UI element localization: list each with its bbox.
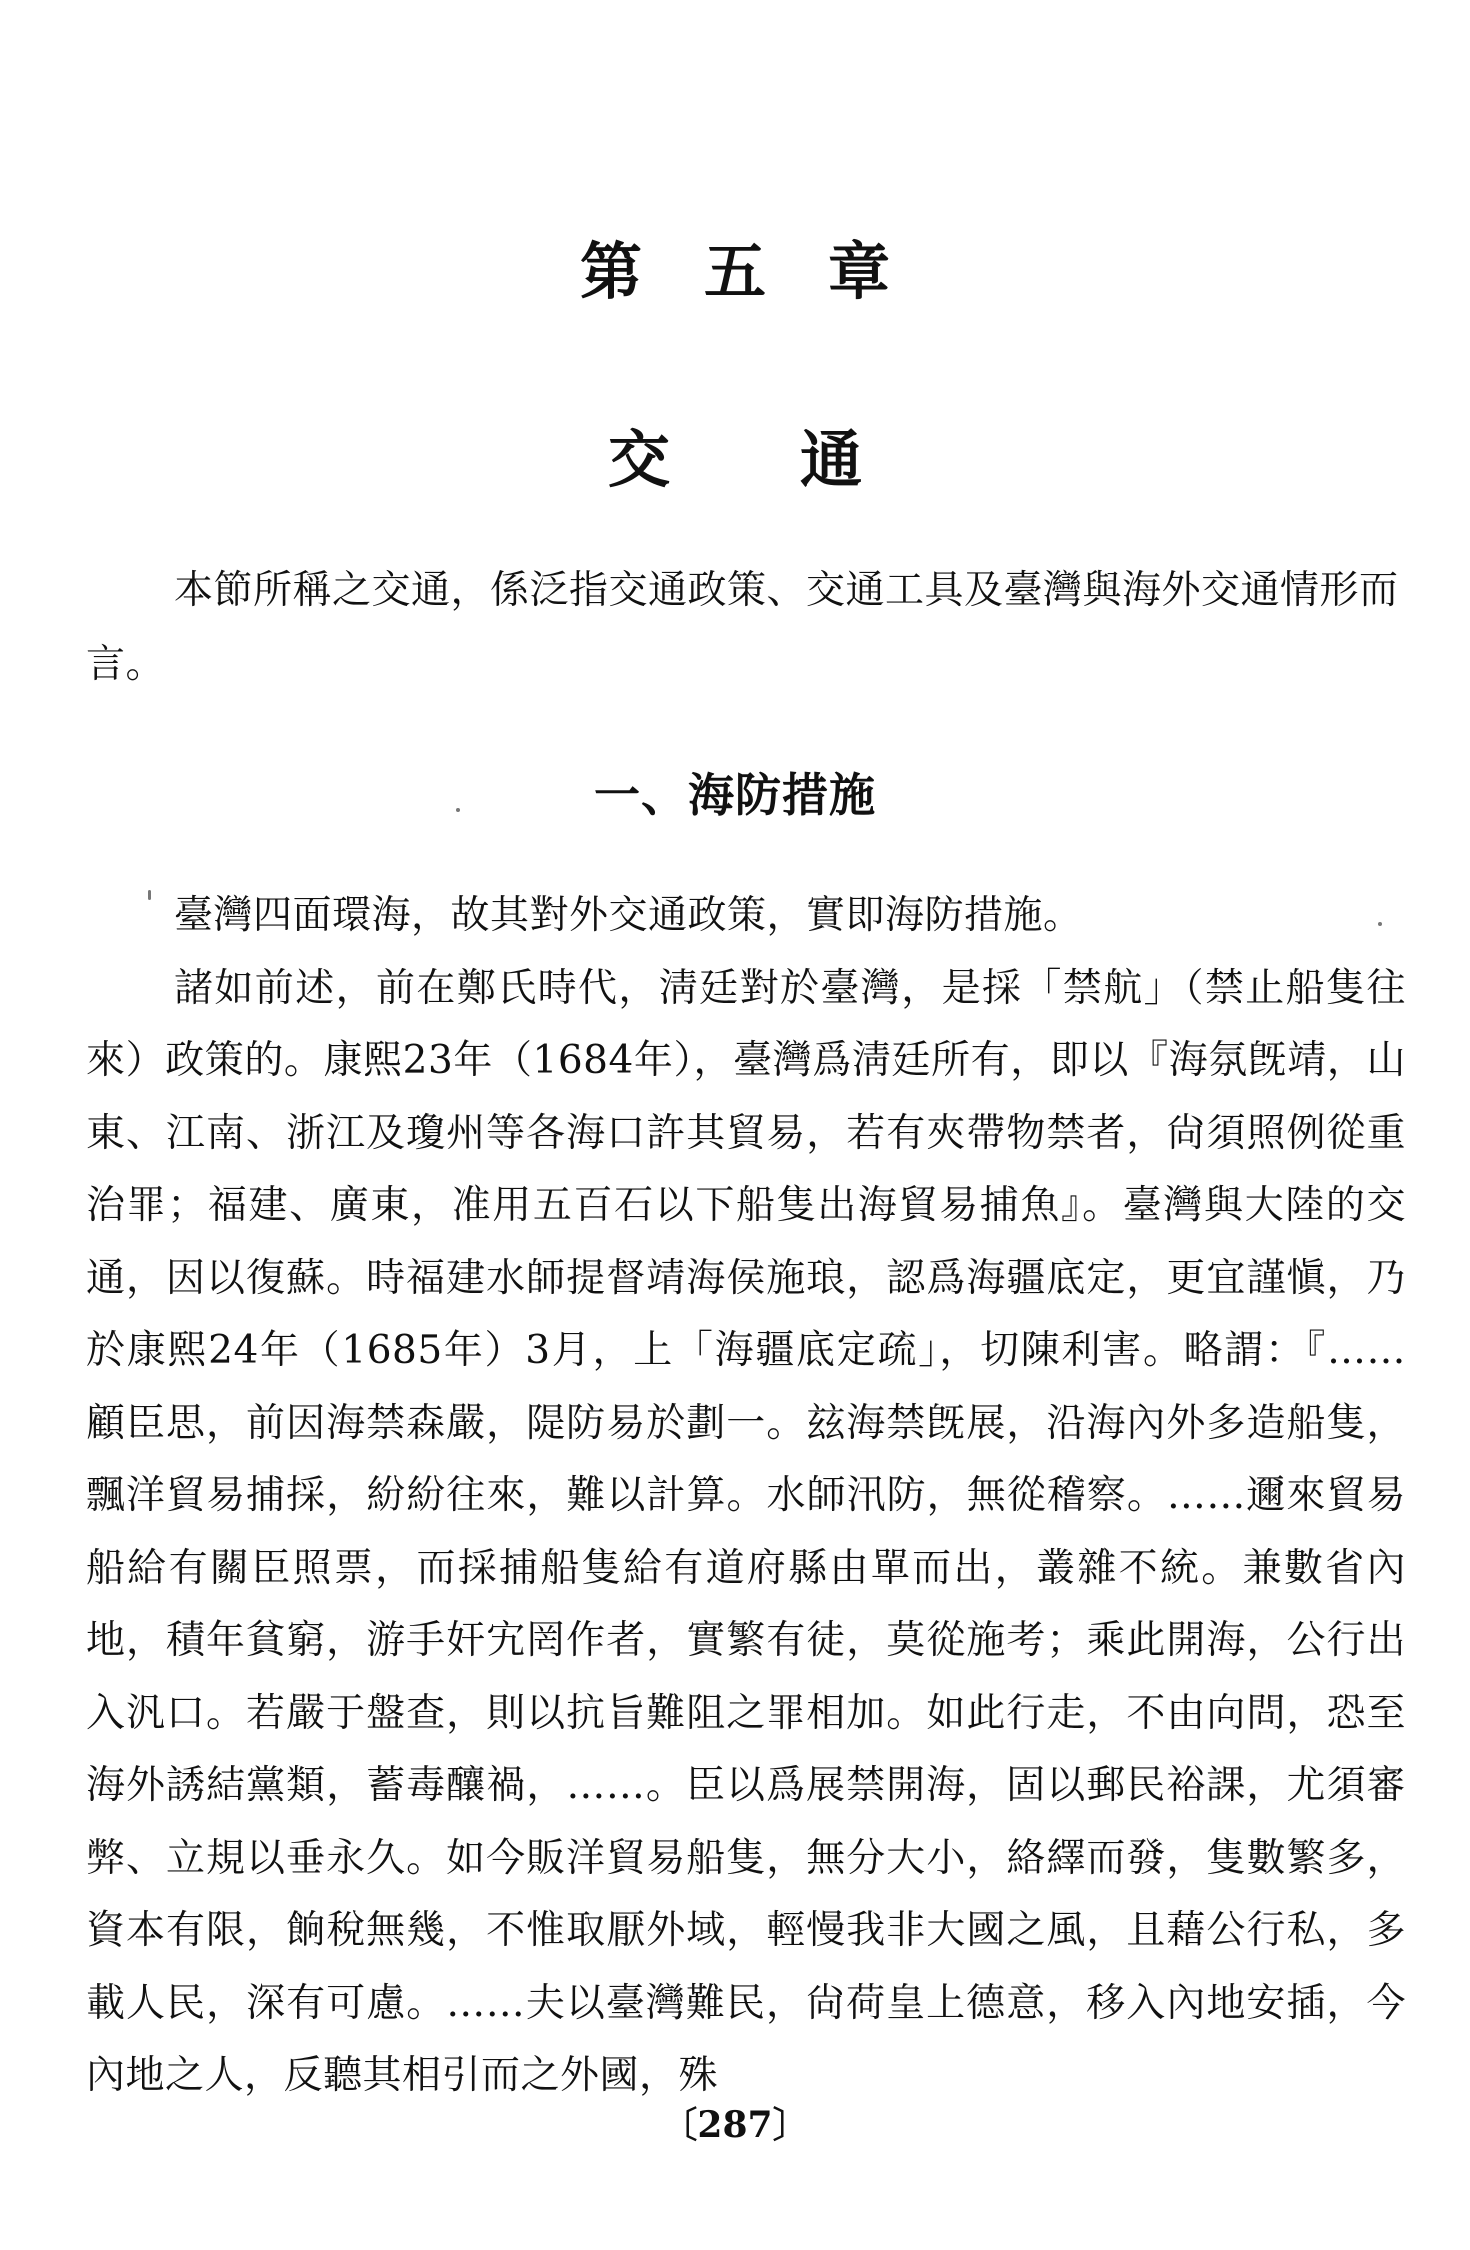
scan-speck [456,808,460,812]
page-number: 〔287〕 [661,2104,809,2146]
intro-paragraph: 本節所稱之交通，係泛指交通政策、交通工具及臺灣與海外交通情形而言。 [86,568,1399,687]
paragraph-2: 諸如前述，前在鄭氏時代，淸廷對於臺灣，是採「禁航」（禁止船隻往來）政策的。康熙23年（1684年），臺灣爲淸廷所有，即以『海氛旣靖，山東、江南、浙江及瓊州等各海口許其貿易，若有夾帶物禁者，尙須照例從重治罪；福建、廣東，准用五百石以下船隻出海貿易捕魚』。臺灣與大陸的交通，因以復蘇。時福建水師提督靖海侯施琅，認爲海疆底定，更宜謹愼，乃於康熙24年（1685年）3月，上「海疆底定疏」，切陳利害。略謂：『……顧臣思，前因海禁森嚴，隄防易於劃一。玆海禁旣展，沿海內外多造船隻，飄洋貿易捕採，紛紛往來，難以計算。水師汛防，無從稽察。……邇來貿易船給有關臣照票，而採捕船隻給有道府縣由單而出，叢雜不統。兼數省內地，積年貧窮，游手奸宄罔作者，實繁有徒，莫從施考；乘此開海，公行出入汎口。若嚴于盤查，則以抗旨難阻之罪相加。如此行走，不由向問，恐至海外誘結黨類，蓄毒釀禍，……。臣以爲展禁開海，固以郵民裕課，尤須審弊、立規以垂永久。如今販洋貿易船隻，無分大小，絡繹而發，隻數繁多，資本有限，餉稅無幾，不惟取厭外域，輕慢我非大國之風，且藉公行私，多載人民，深有可慮。……夫以臺灣難民，尙荷皇上德意，移入內地安插，今內地之人，反聽其相引而之外國，殊 [86,965,1406,2098]
paragraph-1: 臺灣四面環海，故其對外交通政策，實即海防措施。 [174,893,1083,938]
body-text [86,880,1406,2113]
scan-speck [1378,922,1382,926]
subheading-coastal-defense: 一、海防措施 [594,768,876,822]
section-title: 交通 [607,423,992,496]
chapter-title: 第五章 [579,235,952,308]
scan-speck [148,890,151,900]
